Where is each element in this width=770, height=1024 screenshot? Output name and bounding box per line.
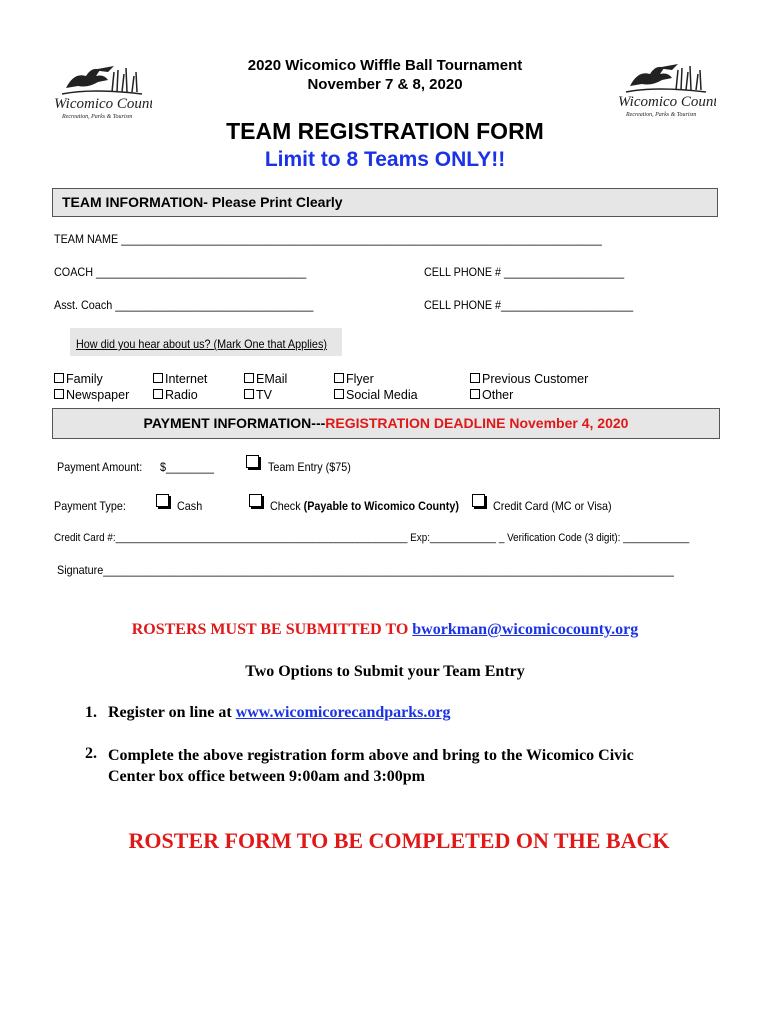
team-limit-notice: Limit to 8 Teams ONLY!!	[264, 148, 506, 171]
team-entry-checkbox[interactable]	[246, 455, 259, 468]
checkbox-icon	[334, 389, 344, 399]
credit-card-details-fields[interactable]: Credit Card #:_____________________________________________________ Exp:____________ _ Verification Code (3 digit): ____________	[54, 532, 690, 544]
rosters-email-link[interactable]: bworkman@wicomicocounty.org	[412, 621, 639, 638]
cash-label: Cash	[177, 499, 203, 513]
option-radio[interactable]: Radio	[153, 387, 198, 403]
option-social-media[interactable]: Social Media	[334, 387, 418, 403]
hear-question: How did you hear about us? (Mark One that Applies)	[76, 337, 327, 351]
credit-card-label: Credit Card (MC or Visa)	[493, 499, 612, 513]
coach-field[interactable]: COACH ___________________________________	[54, 265, 307, 279]
option-2-text: Complete the above registration form above and bring to the Wicomico Civic Center box office between 9:00am and 3:00pm	[108, 747, 634, 785]
logo-name-left: Wicomico County	[54, 96, 152, 112]
payment-type-label: Payment Type:	[54, 499, 126, 513]
option-2-number: 2.	[85, 745, 97, 762]
team-info-section-header	[52, 188, 718, 217]
checkbox-icon	[470, 373, 480, 383]
team-info-heading: TEAM INFORMATION- Please Print Clearly	[62, 194, 343, 210]
coach-cell-phone-field[interactable]: CELL PHONE # ____________________	[424, 265, 625, 279]
option-family[interactable]: Family	[54, 371, 103, 387]
checkbox-icon	[244, 373, 254, 383]
hear-question-box	[70, 328, 342, 356]
roster-back-notice: ROSTER FORM TO BE COMPLETED ON THE BACK	[128, 828, 670, 853]
signature-field[interactable]: Signature_______________________________________________________________________________________________	[57, 563, 674, 577]
check-payable-note: (Payable to Wicomico County)	[303, 499, 459, 513]
option-1-number: 1.	[85, 704, 97, 721]
checkbox-icon	[153, 373, 163, 383]
option-previous-customer[interactable]: Previous Customer	[470, 371, 588, 387]
checkbox-icon	[54, 389, 64, 399]
payment-amount-field[interactable]: $________	[160, 460, 215, 474]
credit-card-checkbox[interactable]	[472, 494, 485, 507]
option-1-text: Register on line at www.wicomicorecandparks.org	[108, 704, 451, 721]
cash-checkbox[interactable]	[156, 494, 169, 507]
rosters-notice: ROSTERS MUST BE SUBMITTED TO bworkman@wicomicocounty.org	[131, 621, 639, 638]
payment-amount-label: Payment Amount:	[57, 460, 143, 474]
asst-coach-cell-phone-field[interactable]: CELL PHONE #______________________	[424, 298, 634, 312]
two-options-heading: Two Options to Submit your Team Entry	[245, 663, 525, 680]
option-internet[interactable]: Internet	[153, 371, 207, 387]
team-name-field[interactable]: TEAM NAME ________________________________________________________________________________	[54, 232, 602, 246]
logo-name-right: Wicomico County	[618, 94, 716, 110]
logo-tagline-left: Recreation, Parks & Tourism	[62, 114, 133, 120]
tournament-name: 2020 Wicomico Wiffle Ball Tournament	[247, 57, 523, 74]
option-flyer[interactable]: Flyer	[334, 371, 374, 387]
checkbox-icon	[470, 389, 480, 399]
payment-section-header	[52, 408, 720, 439]
registration-deadline: REGISTRATION DEADLINE November 4, 2020	[325, 415, 629, 431]
tournament-dates: November 7 & 8, 2020	[307, 76, 463, 93]
payment-heading: PAYMENT INFORMATION---	[143, 415, 326, 431]
website-link[interactable]: www.wicomicorecandparks.org	[235, 704, 451, 721]
option-other[interactable]: Other	[470, 387, 513, 403]
checkbox-icon	[54, 373, 64, 383]
option-tv[interactable]: TV	[244, 387, 272, 403]
asst-coach-field[interactable]: Asst. Coach _________________________________	[54, 298, 314, 312]
option-email[interactable]: EMail	[244, 371, 287, 387]
form-title: TEAM REGISTRATION FORM	[226, 118, 544, 144]
checkbox-icon	[153, 389, 163, 399]
logo-tagline-right: Recreation, Parks & Tourism	[626, 112, 697, 118]
checkbox-icon	[334, 373, 344, 383]
check-checkbox[interactable]	[249, 494, 262, 507]
option-newspaper[interactable]: Newspaper	[54, 387, 129, 403]
checkbox-icon	[244, 389, 254, 399]
check-label: Check (Payable to Wicomico County)	[270, 499, 459, 513]
team-entry-label: Team Entry ($75)	[268, 460, 351, 474]
